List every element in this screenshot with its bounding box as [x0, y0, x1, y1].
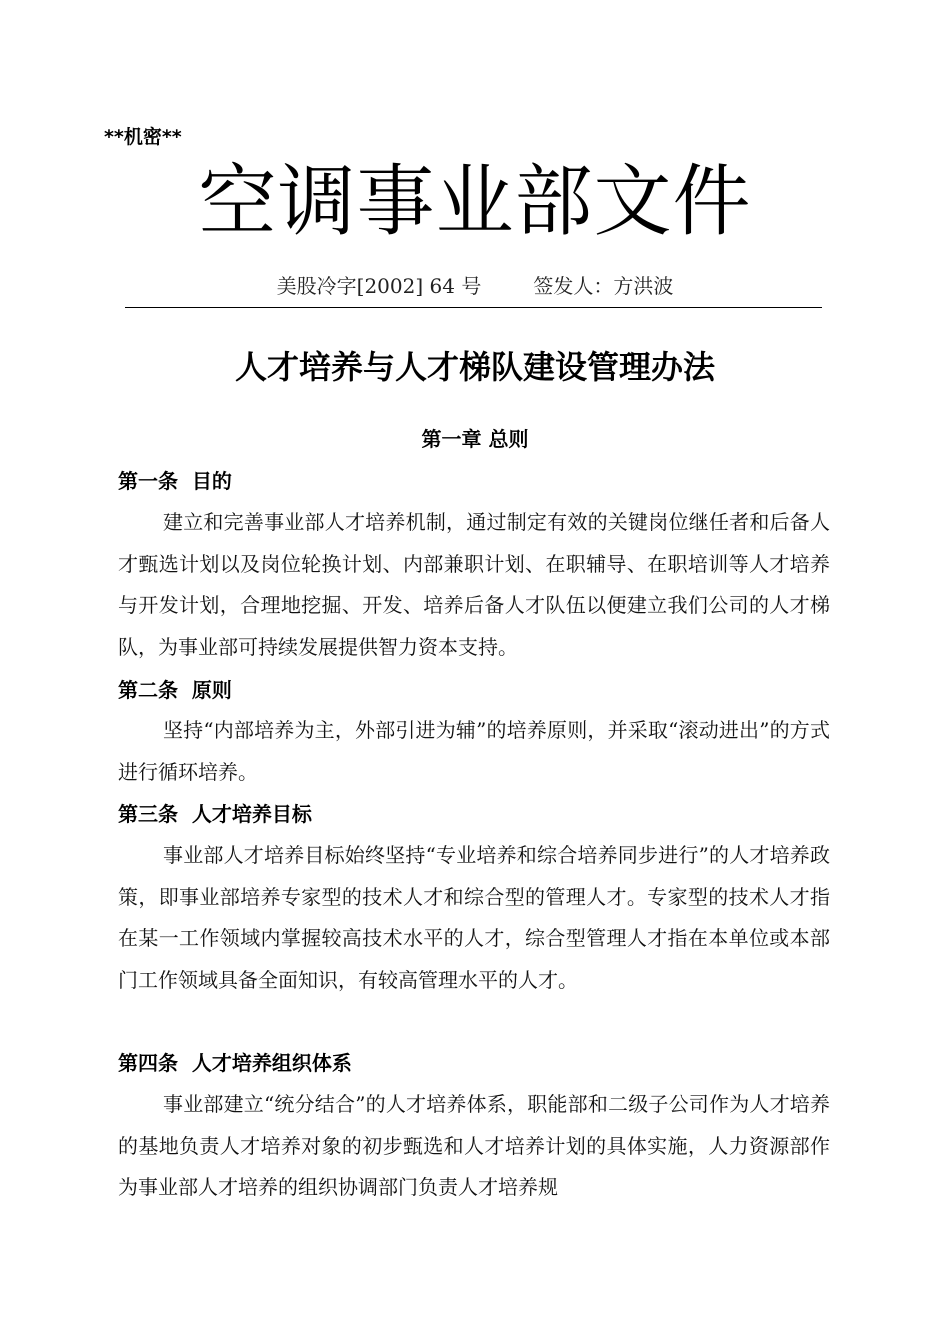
confidential-mark: **机密** [104, 126, 182, 148]
document-issuer: 签发人：方洪波 [533, 274, 674, 298]
article-heading: 第四条 人才培养组织体系 [118, 1051, 352, 1075]
document-number: 美股冷字[2002] 64 号 [276, 274, 482, 298]
article-heading: 第二条 原则 [118, 678, 232, 702]
article-body: 事业部人才培养目标始终坚持“专业培养和综合培养同步进行”的人才培养政策，即事业部培养专家型的技术人才和综合型的管理人才。专家型的技术人才指在某一工作领域内掌握较高技术水平的人才，综合型管理人才指在本单位或本部门工作领域具备全面知识，有较高管理水平的人才。 [118, 843, 830, 992]
article-body: 建立和完善事业部人才培养机制，通过制定有效的关键岗位继任者和后备人才甄选计划以及岗位轮换计划、内部兼职计划、在职辅导、在职培训等人才培养与开发计划，合理地挖掘、开发、培养后备人才队伍以便建立我们公司的人才梯队，为事业部可持续发展提供智力资本支持。 [118, 510, 830, 659]
header-divider [125, 307, 822, 308]
article-heading: 第一条 目的 [118, 469, 232, 493]
article-heading: 第三条 人才培养目标 [118, 802, 312, 826]
article-body: 坚持“内部培养为主，外部引进为辅”的培养原则，并采取“滚动进出”的方式进行循环培养。 [118, 718, 830, 784]
document-meta [0, 271, 950, 301]
document-header-title: 空调事业部文件 [198, 157, 752, 247]
article-body: 事业部建立“统分结合”的人才培养体系，职能部和二级子公司作为人才培养的基地负责人才培养对象的初步甄选和人才培养计划的具体实施，人力资源部作为事业部人才培养的组织协调部门负责人才培养规 [118, 1092, 830, 1199]
main-title: 人才培养与人才梯队建设管理办法 [234, 348, 715, 386]
chapter-heading: 第一章 总则 [421, 427, 529, 451]
